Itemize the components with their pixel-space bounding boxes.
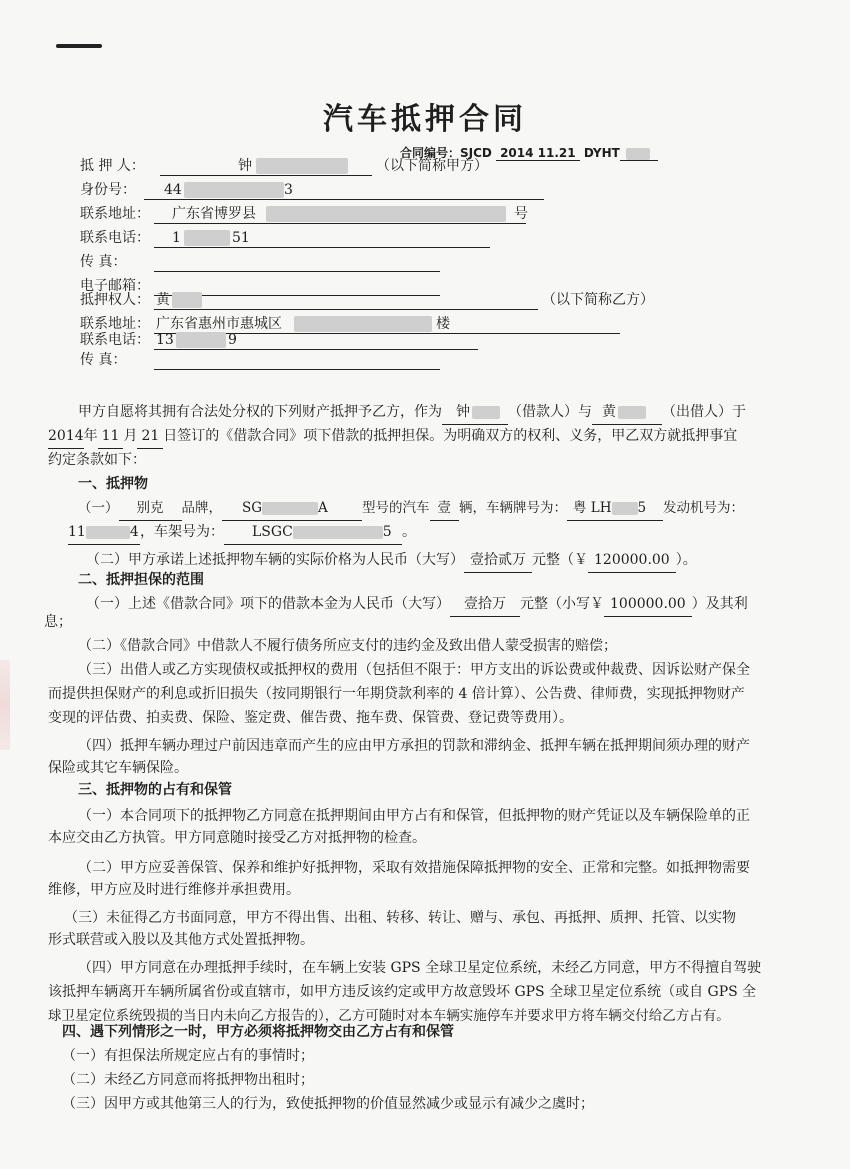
- pledgee-name-row: 抵押权人： 黄 （以下简称乙方）: [80, 292, 654, 308]
- document-title: 汽车抵押合同: [323, 102, 527, 137]
- s3-item-4-line-3: 球卫星定位系统毁损的当日内未向乙方报告的），乙方可随时对本车辆实施停车并要求甲方将车辆交付给乙方占有。: [48, 1008, 730, 1024]
- intro-line-3: 约定条款如下：: [48, 452, 146, 468]
- s1-item-1-line-2: 11 4，车架号为： LSGC 5 。: [68, 520, 788, 545]
- pledgor-email-row: 电子邮箱：: [80, 276, 150, 296]
- s3-item-4-line-2: 该抵押车辆离开车辆所属省份或直辖市，如甲方违反该约定或甲方故意毁坏 GPS 全球卫星定位系统（或自 GPS 全: [48, 984, 757, 1000]
- s3-item-1-line-2: 本应交由乙方执管。甲方同意随时接受乙方对抵押物的检查。: [48, 830, 426, 846]
- pledgor-fax-row: 传 真：: [80, 252, 126, 272]
- s2-item-1-line-1: （一）上述《借款合同》项下的借款本金为人民币（大写） 壹拾万 元整（小写￥ 100000.00 ）及其利: [86, 592, 806, 617]
- pledgee-fax-row: 传 真：: [80, 350, 126, 370]
- intro-line-1: 甲方自愿将其拥有合法处分权的下列财产抵押予乙方，作为 钟 （借款人）与 黄 （出借人）于: [78, 400, 798, 425]
- section-3-heading: 三、抵押物的占有和保管: [78, 782, 232, 798]
- s3-item-3-line-1: （三）未征得乙方书面同意，甲方不得出售、出租、转移、转让、赠与、承包、再抵押、质押、托管、以实物: [64, 910, 736, 926]
- s3-item-2-line-1: （二）甲方应妥善保管、保养和维护好抵押物，采取有效措施保障抵押物的安全、正常和完整。如抵押物需要: [78, 860, 750, 876]
- s2-item-2: （二）《借款合同》中借款人不履行债务所应支付的违约金及致出借人蒙受损害的赔偿；: [78, 638, 617, 654]
- section-2-heading: 二、抵押担保的范围: [78, 572, 204, 588]
- s2-item-3-line-2: 而提供担保财产的利息或折旧损失（按同期银行一年期贷款利率的 4 倍计算）、公告费、律师费，实现抵押物财产: [48, 686, 745, 702]
- pledgor-phone-row: 联系电话： 1 51: [80, 228, 150, 248]
- section-1-heading: 一、抵押物: [78, 476, 148, 492]
- s3-item-3-line-2: 形式联营或入股以及其他方式处置抵押物。: [48, 932, 314, 948]
- s4-item-3: （三）因甲方或其他第三人的行为，致使抵押物的价值显然减少或显示有减少之虞时；: [62, 1096, 594, 1112]
- s2-item-4-line-2: 保险或其它车辆保险。: [48, 760, 188, 776]
- pledgee-address-row: 联系地址： 广东省惠州市惠城区 楼: [80, 314, 150, 334]
- contract-number: 合同编号：SJCD 2014 11.21 DYHT: [400, 144, 658, 161]
- s4-item-1: （一）有担保法所规定应占有的事情时；: [62, 1048, 314, 1064]
- ink-mark: [56, 44, 102, 48]
- pledgor-address-row: 联系地址： 广东省博罗县 号: [80, 206, 528, 222]
- s2-item-4-line-1: （四）抵押车辆办理过户前因违章而产生的应由甲方承担的罚款和滞纳金、抵押车辆在抵押期间须办理的财产: [78, 738, 750, 754]
- s2-item-3-line-1: （三）出借人或乙方实现债权或抵押权的费用（包括但不限于：甲方支出的诉讼费或仲裁费、因诉讼财产保全: [78, 662, 750, 678]
- stamp-edge: [0, 660, 10, 750]
- pledgor-name-row: 抵 押 人： 钟 （以下简称甲方）: [80, 158, 488, 174]
- pledgor-id-row: 身份号： 44 3: [80, 180, 136, 200]
- s1-item-2: （二）甲方承诺上述抵押物车辆的实际价格为人民币（大写） 壹拾贰万 元整（￥ 120000.00 ）。: [86, 548, 806, 573]
- s4-item-2: （二）未经乙方同意而将抵押物出租时；: [62, 1072, 314, 1088]
- s3-item-4-line-1: （四）甲方同意在办理抵押手续时，在车辆上安装 GPS 全球卫星定位系统，未经乙方同意，甲方不得擅自驾驶: [78, 960, 762, 976]
- section-4-heading: 四、遇下列情形之一时，甲方必须将抵押物交由乙方占有和保管: [62, 1024, 454, 1040]
- intro-line-2: 2014年 11 月 21 日签订的《借款合同》项下借款的抵押担保。为明确双方的权利、义务，甲乙双方就抵押事宜: [48, 424, 768, 449]
- pledgee-phone-row: 联系电话： 13 9: [80, 330, 150, 350]
- s3-item-2-line-2: 维修，甲方应及时进行维修并承担费用。: [48, 882, 300, 898]
- s1-item-1-line-1: （一） 别克 品牌， SG A 型号的汽车 壹 辆，车辆牌号为： 粤 LH 5 发动机号为：: [78, 496, 798, 521]
- s2-item-3-line-3: 变现的评估费、拍卖费、保险、鉴定费、催告费、拖车费、保管费、登记费等费用）。: [48, 710, 573, 726]
- s2-item-1-line-2: 息；: [44, 614, 72, 630]
- s3-item-1-line-1: （一）本合同项下的抵押物乙方同意在抵押期间由甲方占有和保管，但抵押物的财产凭证以及车辆保险单的正: [78, 808, 750, 824]
